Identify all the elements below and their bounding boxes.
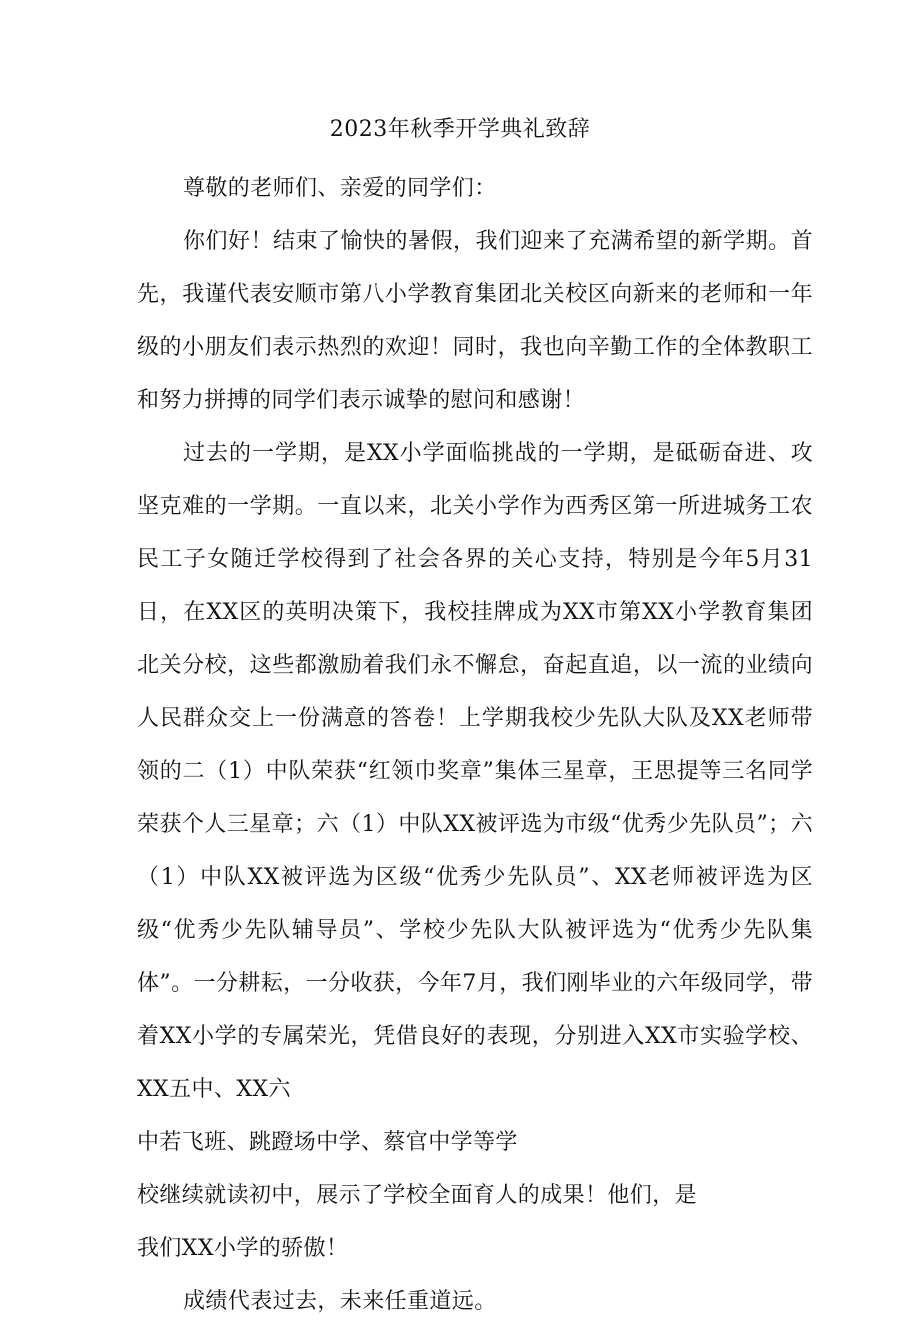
greeting-line: 尊敬的老师们、亲爱的同学们： <box>183 176 497 201</box>
paragraph-achievements-line-c: 我们XX小学的骄傲！ <box>137 1236 349 1261</box>
paragraph-closing: 成绩代表过去，未来任重道远。 <box>183 1289 497 1314</box>
document-title: 2023年秋季开学典礼致辞 <box>329 117 591 142</box>
paragraph-achievements-line-b: 校继续就读初中，展示了学校全面育人的成果！他们，是 <box>137 1183 698 1208</box>
paragraph-achievements: 过去的一学期，是XX小学面临挑战的一学期，是砥砺奋进、攻坚克难的一学期。一直以来，北关小学作为西秀区第一所进城务工农民工子女随迁学校得到了社会各界的关心支持，特别是今年5月31日，在XX区的英明决策下，我校挂牌成为XX市第XX小学教育集团北关分校，这些都激励着我们永不懈怠，奋起直追，以一流的业绩向人民群众交上一份满意的答卷！上学期我校少先队大队及XX老师带领的二（1）中队荣获“红领巾奖章”集体三星章，王思提等三名同学荣获个人三星章；六（1）中队XX被评选为市级“优秀少先队员”；六（1）中队XX被评选为区级“优秀少先队员”、XX老师被评选为区级“优秀少先队辅导员”、学校少先队大队被评选为“优秀少先队集体”。一分耕耘，一分收获，今年7月，我们刚毕业的六年级同学，带着XX小学的专属荣光，凭借良好的表现，分别进入XX市实验学校、XX五中、XX六 <box>137 441 813 1102</box>
document-body <box>137 162 813 1328</box>
paragraph-opening: 你们好！结束了愉快的暑假，我们迎来了充满希望的新学期。首先，我谨代表安顺市第八小学教育集团北关校区向新来的老师和一年级的小朋友们表示热烈的欢迎！同时，我也向辛勤工作的全体教职工和努力拼搏的同学们表示诚挚的慰问和感谢！ <box>137 229 813 413</box>
paragraph-achievements-line-a: 中若飞班、跳蹬场中学、蔡官中学等学 <box>137 1130 518 1155</box>
